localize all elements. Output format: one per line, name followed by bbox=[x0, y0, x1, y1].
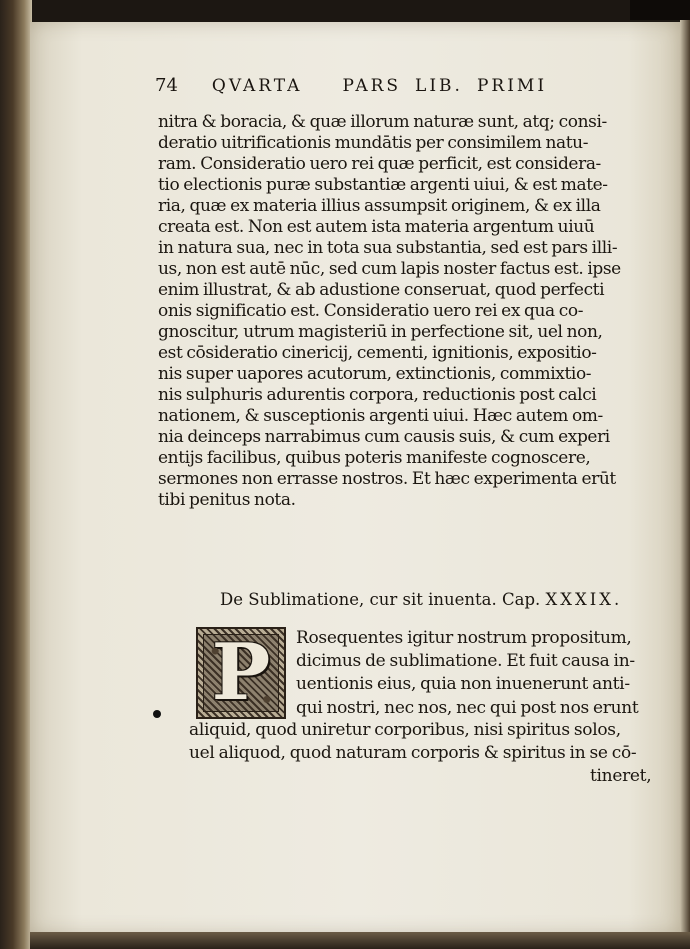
header-word-pars: PARS bbox=[342, 76, 402, 96]
text-line: deratio uitrificationis mundātis per consimilem natu- bbox=[158, 133, 589, 153]
running-header bbox=[155, 75, 605, 103]
book-spine-left bbox=[0, 0, 32, 949]
decorated-initial bbox=[196, 627, 286, 719]
text-line: qui nostri, nec nos, nec qui post nos erunt bbox=[296, 698, 639, 718]
text-line: entijs facilibus, quibus poteris manifeste cognoscere, bbox=[158, 448, 591, 468]
text-line: ria, quæ ex materia illius assumpsit originem, & ex illa bbox=[158, 196, 601, 216]
text-line: nis super uapores acutorum, extinctionis, commixtio- bbox=[158, 364, 592, 384]
text-line: nia deinceps narrabimus cum causis suis, & cum experi bbox=[158, 427, 610, 447]
paragraph-one bbox=[158, 112, 658, 511]
text-line: us, non est autē nūc, sed cum lapis noster factus est. ipse bbox=[158, 259, 621, 279]
scan-bottom-edge bbox=[30, 932, 690, 949]
text-line: creata est. Non est autem ista materia argentum uiuū bbox=[158, 217, 595, 237]
header-word-primi: PRIMI bbox=[476, 76, 548, 96]
text-line: onis significatio est. Consideratio uero rei ex qua co- bbox=[158, 301, 584, 321]
text-line: in natura sua, nec in tota sua substantia, sed est pars illi- bbox=[158, 238, 618, 258]
chapter-number: XXXIX. bbox=[545, 590, 623, 609]
text-line: est cōsideratio cinericij, cementi, ignitionis, expositio- bbox=[158, 343, 597, 363]
text-line: nis sulphuris adurentis corpora, reductionis post calci bbox=[158, 385, 597, 405]
text-line: uentionis eius, quia non inuenerunt anti- bbox=[296, 674, 630, 694]
text-line: tibi penitus nota. bbox=[158, 490, 296, 510]
chapter-title: De Sublimatione, cur sit inuenta. Cap. bbox=[220, 590, 541, 609]
text-line: dicimus de sublimatione. Et fuit causa in- bbox=[296, 651, 635, 671]
text-line: nitra & boracia, & quæ illorum naturæ sunt, atq; consi- bbox=[158, 112, 607, 132]
initial-letter: P bbox=[211, 627, 271, 718]
text-line: aliquid, quod uniretur corporibus, nisi spiritus solos, bbox=[189, 720, 621, 740]
page-number: 74 bbox=[155, 75, 178, 96]
page-right-edge bbox=[680, 20, 690, 935]
header-word-quarta: QVARTA bbox=[211, 76, 303, 96]
text-line: tio electionis puræ substantiæ argenti uiui, & est mate- bbox=[158, 175, 608, 195]
text-line: nationem, & susceptionis argenti uiui. Hæc autem om- bbox=[158, 406, 603, 426]
text-line: tineret, bbox=[590, 766, 652, 786]
chapter-heading bbox=[220, 588, 640, 612]
text-line: uel aliquod, quod naturam corporis & spiritus in se cō- bbox=[189, 743, 637, 763]
margin-dot bbox=[153, 710, 161, 718]
text-line: gnoscitur, utrum magisteriū in perfectione sit, uel non, bbox=[158, 322, 603, 342]
text-line: enim illustrat, & ab adustione conseruat, quod perfecti bbox=[158, 280, 605, 300]
text-line: ram. Consideratio uero rei quæ perficit, est considera- bbox=[158, 154, 601, 174]
text-line: sermones non errasse nostros. Et hæc experimenta erūt bbox=[158, 469, 616, 489]
header-word-lib: LIB. bbox=[415, 76, 463, 96]
text-line: Rosequentes igitur nostrum propositum, bbox=[296, 628, 632, 648]
scan-background-corner bbox=[630, 0, 690, 20]
